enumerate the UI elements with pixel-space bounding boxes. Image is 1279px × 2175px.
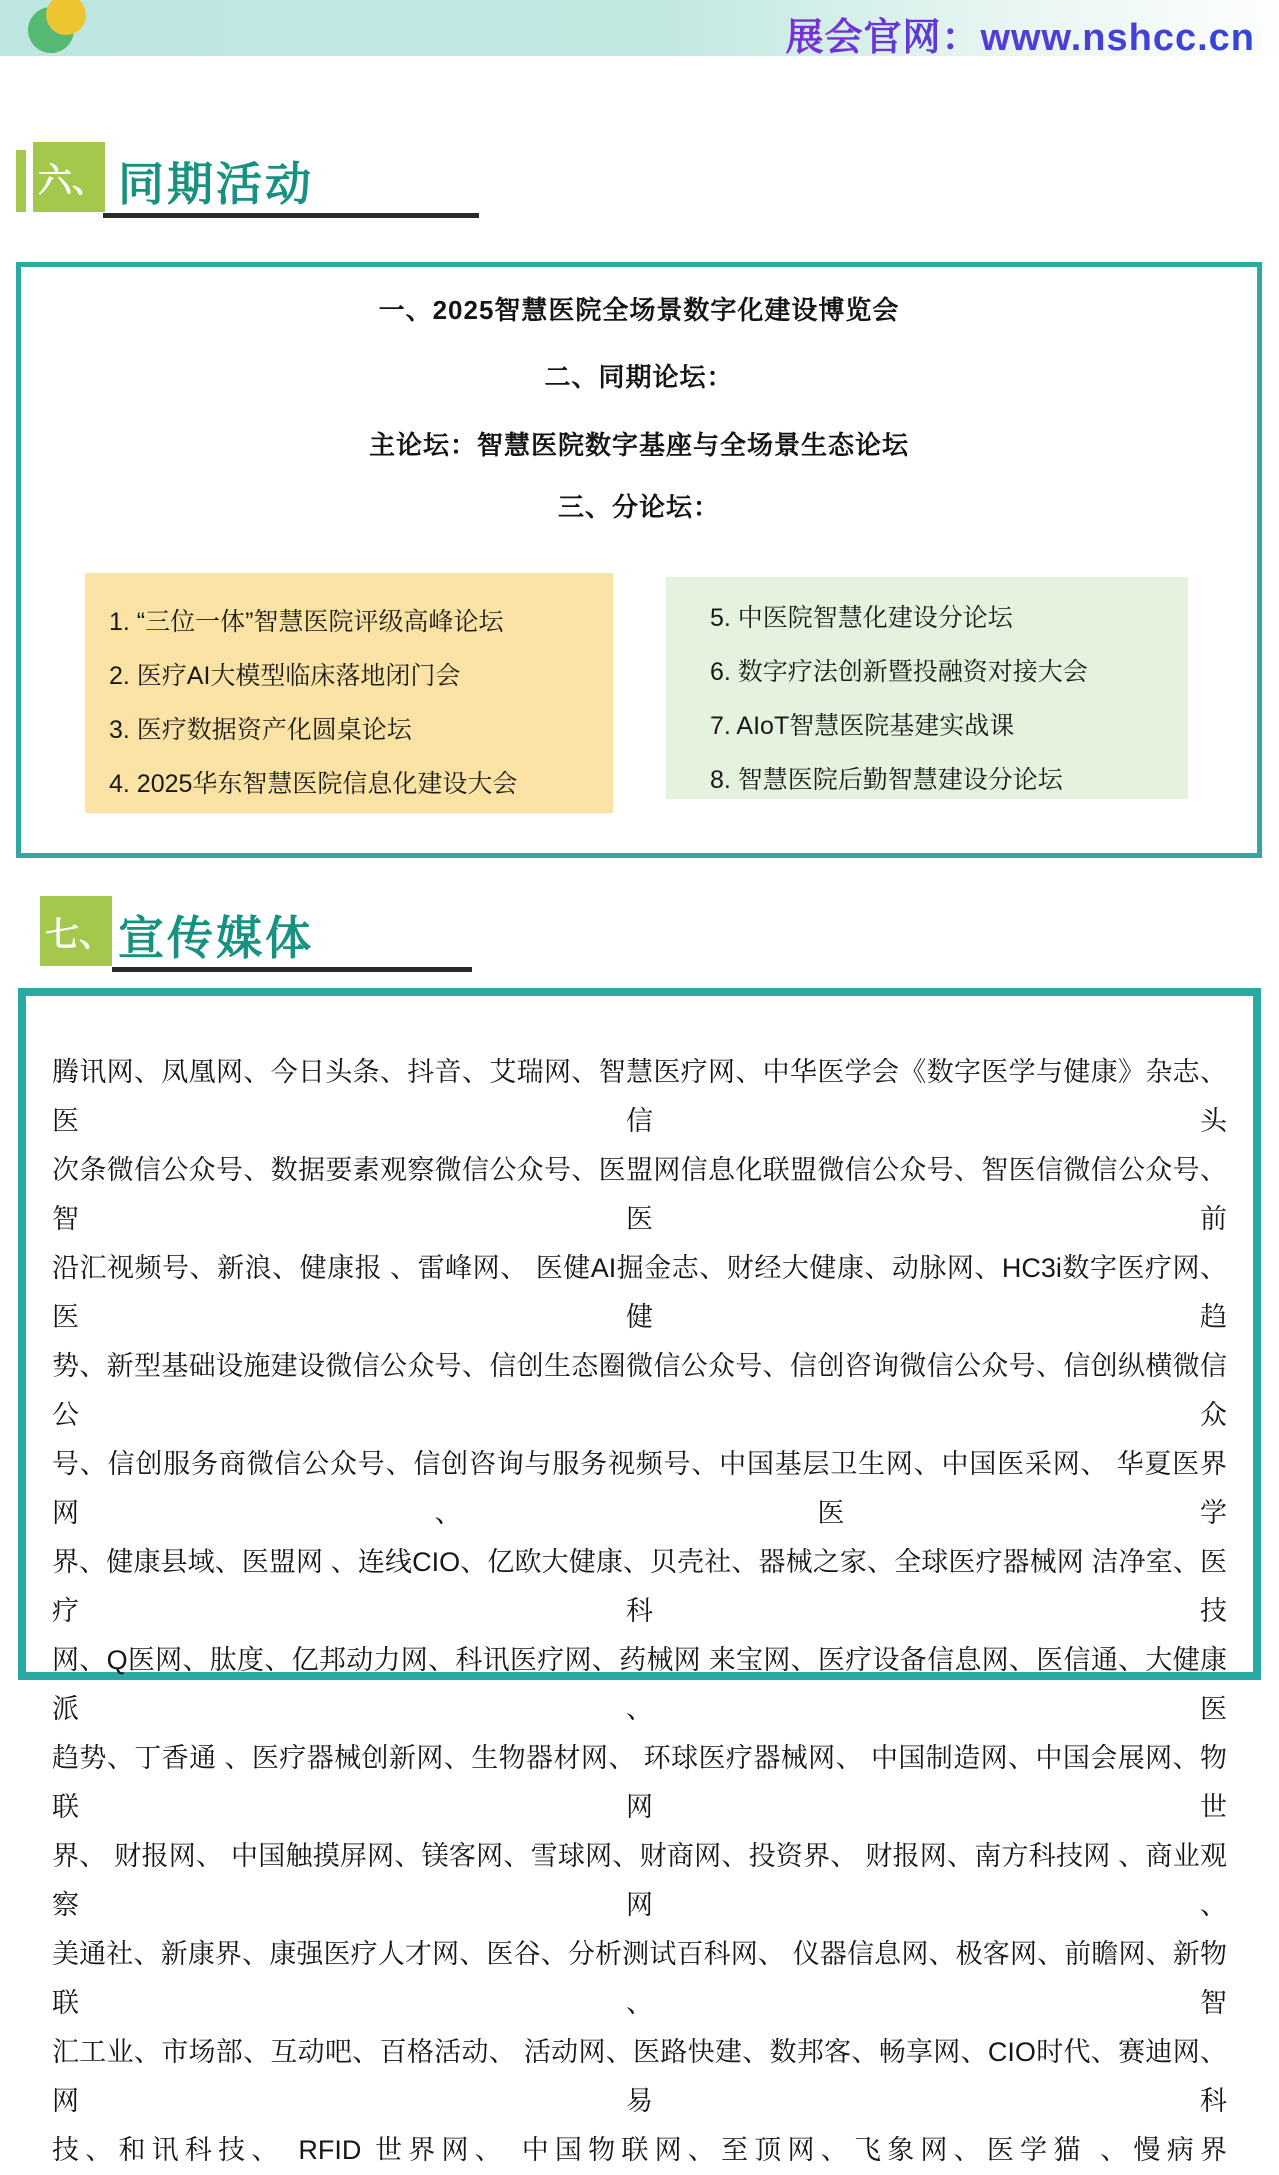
section-six-underline xyxy=(103,213,479,218)
forum-item-6: 6. 数字疗法创新暨投融资对接大会 xyxy=(710,658,1088,686)
sub-forums-panel-right xyxy=(666,577,1188,799)
media-list-line: 网、Q医网、肽度、亿邦动力网、科讯医疗网、药械网 来宝网、医疗设备信息网、医信通、大健康派、医 xyxy=(52,1645,1227,1724)
forum-item-1: 1. “三位一体”智慧医院评级高峰论坛 xyxy=(109,608,504,636)
official-website-link[interactable]: 展会官网：www.nshcc.cn xyxy=(785,6,1255,61)
activity-subforums-heading: 三、分论坛： xyxy=(557,492,720,522)
sub-forums-panel-left xyxy=(85,573,613,813)
section-six-number-badge: 六、 xyxy=(33,142,105,212)
section-six-title: 同期活动 xyxy=(118,158,314,210)
media-list-line: 沿汇视频号、新浪、健康报 、雷峰网、 医健AI掘金志、财经大健康、动脉网、HC3i数字医疗网、医健趋 xyxy=(52,1253,1227,1332)
expo-logo-icon xyxy=(26,0,96,56)
activity-main-forum-line: 主论坛：智慧医院数字基座与全场景生态论坛 xyxy=(368,430,909,460)
media-list-line: 趋势、丁香通 、医疗器械创新网、生物器材网、 环球医疗器械网、 中国制造网、中国会展网、物联网世 xyxy=(52,1743,1227,1822)
section-seven-underline xyxy=(112,967,472,972)
activity-expo-line: 一、2025智慧医院全场景数字化建设博览会 xyxy=(378,295,900,325)
activity-forums-heading: 二、同期论坛： xyxy=(544,362,734,392)
concurrent-activities-box xyxy=(16,262,1262,858)
forum-item-7: 7. AIoT智慧医院基建实战课 xyxy=(710,712,1015,740)
forum-item-4: 4. 2025华东智慧医院信息化建设大会 xyxy=(109,770,518,798)
section-seven-title: 宣传媒体 xyxy=(118,912,314,964)
media-list-line: 次条微信公众号、数据要素观察微信公众号、医盟网信息化联盟微信公众号、智医信微信公众号、智医前 xyxy=(52,1155,1227,1234)
section-six-accent-bar xyxy=(16,150,26,212)
section-seven-header xyxy=(0,896,1279,976)
forum-item-2: 2. 医疗AI大模型临床落地闭门会 xyxy=(109,662,461,690)
forum-item-8: 8. 智慧医院后勤智慧建设分论坛 xyxy=(710,766,1063,794)
forum-item-3: 3. 医疗数据资产化圆桌论坛 xyxy=(109,716,412,744)
forum-item-5: 5. 中医院智慧化建设分论坛 xyxy=(710,604,1013,632)
top-banner xyxy=(0,0,1279,59)
section-six-header xyxy=(0,142,1279,222)
media-list-line: 界、 财报网、 中国触摸屏网、镁客网、雪球网、财商网、投资界、 财报网、南方科技网 、商业观察网、 xyxy=(52,1841,1227,1920)
logo-yellow-circle xyxy=(46,0,86,35)
section-seven-number-badge: 七、 xyxy=(40,896,112,966)
media-list-line: 界、健康县域、医盟网 、连线CIO、亿欧大健康、贝壳社、器械之家、全球医疗器械网 洁净室、医疗科技 xyxy=(52,1547,1227,1626)
publicity-media-box xyxy=(18,988,1261,2165)
media-list-line: 势、新型基础设施建设微信公众号、信创生态圈微信公众号、信创咨询微信公众号、信创纵横微信公众 xyxy=(52,1351,1227,1430)
media-list-line: 腾讯网、凤凰网、今日头条、抖音、艾瑞网、智慧医疗网、中华医学会《数字医学与健康》杂志、医信头 xyxy=(52,1057,1227,1136)
media-list-line: 技、和讯科技、 RFID 世界网、 中国物联网、至顶网、飞象网、医学猫 、慢病界 xyxy=(52,2135,1227,2165)
media-list-line: 号、信创服务商微信公众号、信创咨询与服务视频号、中国基层卫生网、中国医采网、 华夏医界网、医学 xyxy=(52,1449,1227,1528)
media-list-line: 美通社、新康界、康强医疗人才网、医谷、分析测试百科网、 仪器信息网、极客网、前瞻网、新物联、智 xyxy=(52,1939,1227,2018)
media-list-line: 汇工业、市场部、互动吧、百格活动、 活动网、医路快建、数邦客、畅享网、CIO时代、赛迪网、网易科 xyxy=(52,2037,1227,2116)
